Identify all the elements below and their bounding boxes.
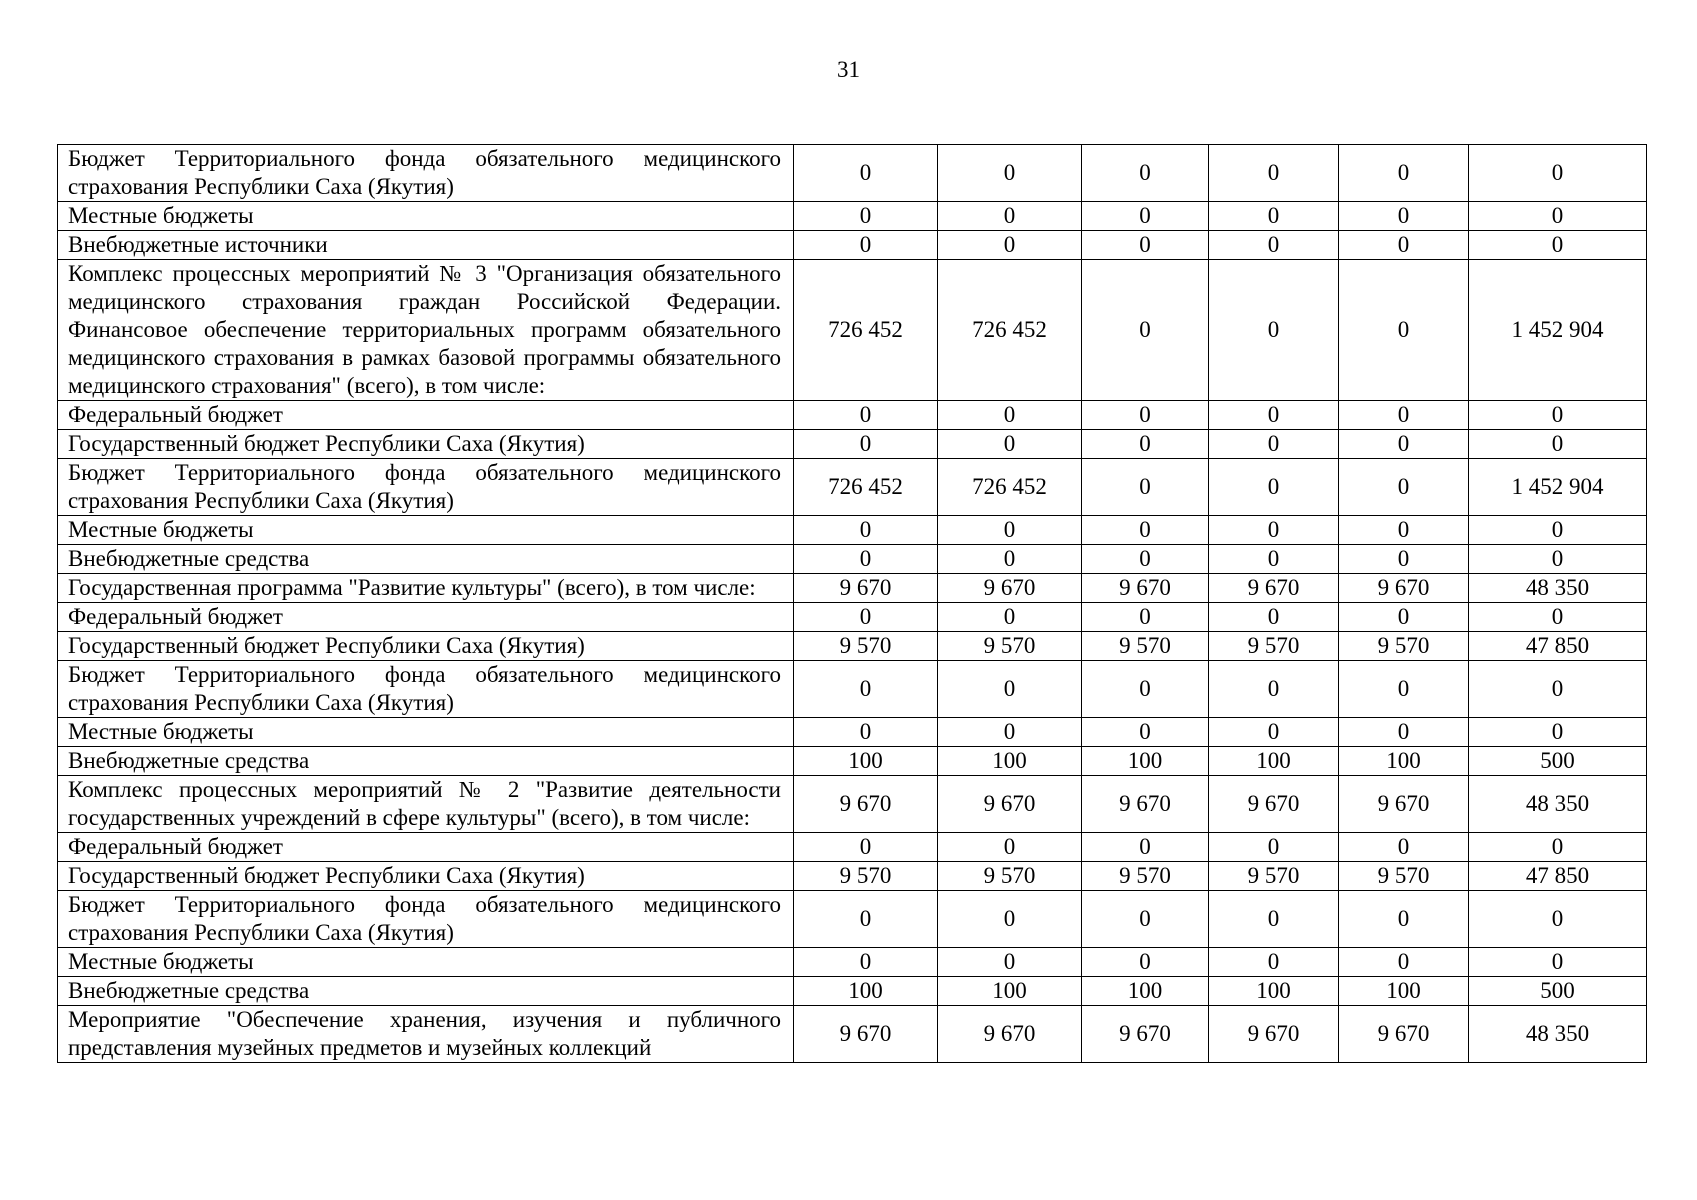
table-row <box>58 401 1647 430</box>
value-year-2: 0 <box>938 516 1082 545</box>
value-year-3: 0 <box>1082 661 1209 718</box>
value-year-2: 0 <box>938 718 1082 747</box>
row-label: Местные бюджеты <box>58 948 794 977</box>
value-year-5: 9 670 <box>1339 574 1469 603</box>
value-year-1: 0 <box>794 401 938 430</box>
value-year-5: 0 <box>1339 603 1469 632</box>
row-label: Бюджет Территориального фонда обязательного медицинского страхования Республики Саха (Якутия) <box>58 459 794 516</box>
value-total: 0 <box>1469 718 1647 747</box>
value-year-2: 0 <box>938 948 1082 977</box>
value-year-4: 9 570 <box>1209 862 1339 891</box>
value-total: 48 350 <box>1469 776 1647 833</box>
table-row <box>58 977 1647 1006</box>
value-year-2: 0 <box>938 545 1082 574</box>
value-total: 0 <box>1469 603 1647 632</box>
value-year-5: 0 <box>1339 718 1469 747</box>
value-year-5: 100 <box>1339 747 1469 776</box>
value-year-3: 0 <box>1082 202 1209 231</box>
value-year-5: 100 <box>1339 977 1469 1006</box>
row-label: Федеральный бюджет <box>58 603 794 632</box>
value-year-5: 0 <box>1339 202 1469 231</box>
value-total: 1 452 904 <box>1469 260 1647 401</box>
value-year-1: 0 <box>794 516 938 545</box>
value-year-3: 0 <box>1082 401 1209 430</box>
value-year-1: 100 <box>794 977 938 1006</box>
row-label: Внебюджетные средства <box>58 747 794 776</box>
value-year-4: 100 <box>1209 977 1339 1006</box>
value-total: 0 <box>1469 145 1647 202</box>
row-label: Государственный бюджет Республики Саха (Якутия) <box>58 430 794 459</box>
value-total: 0 <box>1469 545 1647 574</box>
value-year-4: 0 <box>1209 833 1339 862</box>
value-year-2: 726 452 <box>938 260 1082 401</box>
row-label: Государственный бюджет Республики Саха (Якутия) <box>58 862 794 891</box>
budget-table <box>57 144 1647 1063</box>
value-year-3: 0 <box>1082 718 1209 747</box>
value-year-2: 0 <box>938 231 1082 260</box>
value-year-5: 0 <box>1339 661 1469 718</box>
table-row <box>58 202 1647 231</box>
row-label: Местные бюджеты <box>58 718 794 747</box>
value-year-5: 0 <box>1339 401 1469 430</box>
row-label: Внебюджетные средства <box>58 545 794 574</box>
value-year-5: 0 <box>1339 948 1469 977</box>
table-row <box>58 516 1647 545</box>
value-year-1: 0 <box>794 430 938 459</box>
value-year-3: 0 <box>1082 545 1209 574</box>
value-year-3: 0 <box>1082 516 1209 545</box>
value-year-4: 0 <box>1209 202 1339 231</box>
value-year-1: 9 670 <box>794 776 938 833</box>
value-year-4: 9 570 <box>1209 632 1339 661</box>
page-number: 31 <box>837 57 860 82</box>
value-year-1: 9 670 <box>794 574 938 603</box>
value-year-4: 0 <box>1209 260 1339 401</box>
table-row <box>58 632 1647 661</box>
value-year-5: 0 <box>1339 545 1469 574</box>
value-total: 0 <box>1469 833 1647 862</box>
table-row <box>58 718 1647 747</box>
table-row <box>58 862 1647 891</box>
value-year-1: 726 452 <box>794 260 938 401</box>
value-year-4: 0 <box>1209 948 1339 977</box>
value-total: 0 <box>1469 948 1647 977</box>
value-year-3: 0 <box>1082 231 1209 260</box>
value-year-4: 0 <box>1209 401 1339 430</box>
value-year-3: 100 <box>1082 747 1209 776</box>
value-year-3: 0 <box>1082 603 1209 632</box>
value-year-4: 0 <box>1209 718 1339 747</box>
value-total: 500 <box>1469 747 1647 776</box>
value-year-3: 9 570 <box>1082 632 1209 661</box>
value-year-1: 0 <box>794 718 938 747</box>
value-year-3: 9 670 <box>1082 574 1209 603</box>
value-year-5: 0 <box>1339 231 1469 260</box>
value-year-1: 0 <box>794 145 938 202</box>
value-total: 0 <box>1469 891 1647 948</box>
row-label: Внебюджетные средства <box>58 977 794 1006</box>
value-total: 0 <box>1469 430 1647 459</box>
value-year-5: 0 <box>1339 516 1469 545</box>
table-row <box>58 260 1647 401</box>
table-body <box>58 145 1647 1063</box>
value-year-2: 100 <box>938 977 1082 1006</box>
value-year-3: 100 <box>1082 977 1209 1006</box>
value-year-4: 0 <box>1209 516 1339 545</box>
value-year-1: 0 <box>794 545 938 574</box>
value-year-1: 0 <box>794 891 938 948</box>
value-total: 48 350 <box>1469 574 1647 603</box>
value-year-3: 9 670 <box>1082 776 1209 833</box>
table-row <box>58 891 1647 948</box>
row-label: Мероприятие "Обеспечение хранения, изучения и публичного представления музейных предметов и музейных коллекций <box>58 1006 794 1063</box>
value-year-5: 0 <box>1339 145 1469 202</box>
value-year-2: 0 <box>938 401 1082 430</box>
value-year-2: 9 670 <box>938 574 1082 603</box>
value-year-5: 0 <box>1339 430 1469 459</box>
value-year-2: 9 570 <box>938 862 1082 891</box>
table-row <box>58 545 1647 574</box>
value-year-3: 0 <box>1082 430 1209 459</box>
value-year-2: 0 <box>938 430 1082 459</box>
table-row <box>58 574 1647 603</box>
value-total: 48 350 <box>1469 1006 1647 1063</box>
value-year-2: 0 <box>938 833 1082 862</box>
value-year-3: 0 <box>1082 260 1209 401</box>
value-year-4: 9 670 <box>1209 574 1339 603</box>
value-year-4: 9 670 <box>1209 776 1339 833</box>
value-year-4: 9 670 <box>1209 1006 1339 1063</box>
value-year-3: 0 <box>1082 833 1209 862</box>
value-year-5: 9 670 <box>1339 776 1469 833</box>
row-label: Внебюджетные источники <box>58 231 794 260</box>
row-label: Бюджет Территориального фонда обязательного медицинского страхования Республики Саха (Якутия) <box>58 145 794 202</box>
row-label: Федеральный бюджет <box>58 833 794 862</box>
value-year-1: 9 670 <box>794 1006 938 1063</box>
value-total: 0 <box>1469 231 1647 260</box>
value-year-3: 9 670 <box>1082 1006 1209 1063</box>
value-year-2: 9 570 <box>938 632 1082 661</box>
value-year-5: 0 <box>1339 260 1469 401</box>
value-year-1: 0 <box>794 603 938 632</box>
value-year-3: 9 570 <box>1082 862 1209 891</box>
value-total: 1 452 904 <box>1469 459 1647 516</box>
value-year-3: 0 <box>1082 459 1209 516</box>
value-year-4: 0 <box>1209 231 1339 260</box>
row-label: Комплекс процессных мероприятий № 2 "Развитие деятельности государственных учреждений в сфере культуры" (всего), в том числе: <box>58 776 794 833</box>
value-total: 0 <box>1469 202 1647 231</box>
value-year-5: 0 <box>1339 833 1469 862</box>
value-year-1: 9 570 <box>794 632 938 661</box>
value-year-2: 9 670 <box>938 776 1082 833</box>
value-year-1: 0 <box>794 948 938 977</box>
value-year-4: 0 <box>1209 603 1339 632</box>
row-label: Бюджет Территориального фонда обязательного медицинского страхования Республики Саха (Якутия) <box>58 891 794 948</box>
table-row <box>58 776 1647 833</box>
row-label: Государственная программа "Развитие культуры" (всего), в том числе: <box>58 574 794 603</box>
value-year-2: 0 <box>938 661 1082 718</box>
value-year-1: 0 <box>794 231 938 260</box>
value-year-4: 0 <box>1209 661 1339 718</box>
table-row <box>58 661 1647 718</box>
table-row <box>58 459 1647 516</box>
value-year-1: 100 <box>794 747 938 776</box>
value-year-5: 9 570 <box>1339 632 1469 661</box>
value-year-4: 0 <box>1209 891 1339 948</box>
table-row <box>58 747 1647 776</box>
table-row <box>58 1006 1647 1063</box>
value-total: 47 850 <box>1469 862 1647 891</box>
value-year-2: 0 <box>938 603 1082 632</box>
value-year-2: 726 452 <box>938 459 1082 516</box>
value-year-4: 0 <box>1209 545 1339 574</box>
value-year-3: 0 <box>1082 145 1209 202</box>
value-year-1: 0 <box>794 833 938 862</box>
row-label: Местные бюджеты <box>58 516 794 545</box>
value-year-2: 0 <box>938 891 1082 948</box>
value-year-4: 0 <box>1209 459 1339 516</box>
table-row <box>58 231 1647 260</box>
row-label: Бюджет Территориального фонда обязательного медицинского страхования Республики Саха (Якутия) <box>58 661 794 718</box>
value-year-1: 726 452 <box>794 459 938 516</box>
value-year-2: 9 670 <box>938 1006 1082 1063</box>
value-year-2: 0 <box>938 202 1082 231</box>
value-total: 0 <box>1469 401 1647 430</box>
table-row <box>58 833 1647 862</box>
table-row <box>58 145 1647 202</box>
value-year-1: 0 <box>794 202 938 231</box>
value-year-4: 100 <box>1209 747 1339 776</box>
value-year-4: 0 <box>1209 430 1339 459</box>
value-total: 0 <box>1469 516 1647 545</box>
table-row <box>58 430 1647 459</box>
value-year-3: 0 <box>1082 891 1209 948</box>
row-label: Местные бюджеты <box>58 202 794 231</box>
value-total: 0 <box>1469 661 1647 718</box>
value-year-5: 0 <box>1339 459 1469 516</box>
value-year-5: 9 670 <box>1339 1006 1469 1063</box>
value-year-3: 0 <box>1082 948 1209 977</box>
table-row <box>58 603 1647 632</box>
value-year-5: 9 570 <box>1339 862 1469 891</box>
value-year-1: 0 <box>794 661 938 718</box>
row-label: Федеральный бюджет <box>58 401 794 430</box>
value-year-2: 0 <box>938 145 1082 202</box>
value-year-4: 0 <box>1209 145 1339 202</box>
row-label: Комплекс процессных мероприятий № 3 "Организация обязательного медицинского страхования граждан Российской Федерации. Финансовое обеспечение территориальных программ обязательного медицинского страхования в рамках базовой программы обязательного медицинского страхования" (всего), в том числе: <box>58 260 794 401</box>
value-year-5: 0 <box>1339 891 1469 948</box>
value-year-2: 100 <box>938 747 1082 776</box>
row-label: Государственный бюджет Республики Саха (Якутия) <box>58 632 794 661</box>
table-row <box>58 948 1647 977</box>
value-year-1: 9 570 <box>794 862 938 891</box>
value-total: 47 850 <box>1469 632 1647 661</box>
value-total: 500 <box>1469 977 1647 1006</box>
